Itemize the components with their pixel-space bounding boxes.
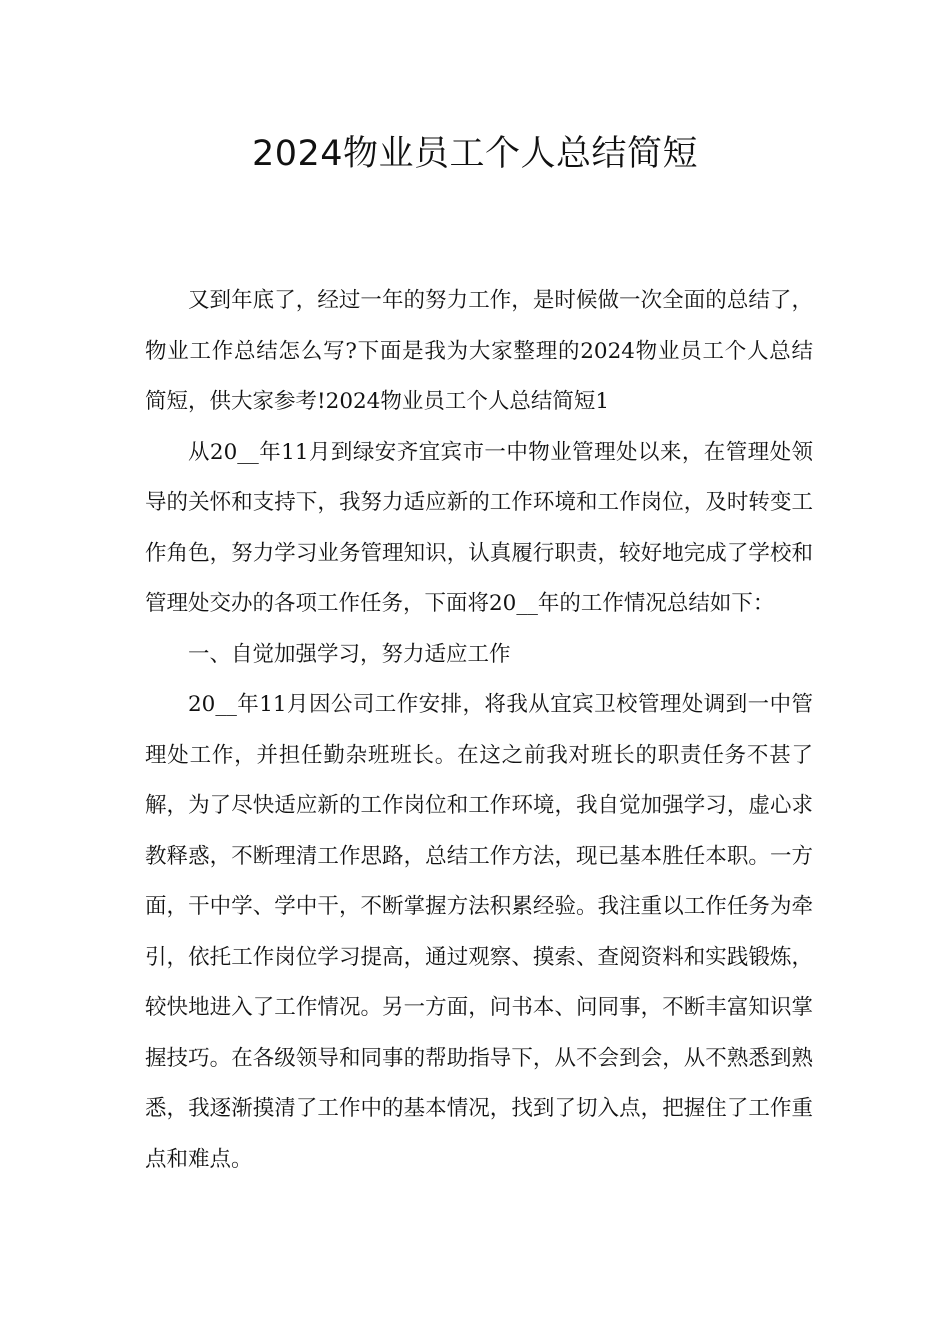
paragraph-section-1: 20__年11月因公司工作安排，将我从宜宾卫校管理处调到一中管理处工作，并担任勤杂班班长。在这之前我对班长的职责任务不甚了解，为了尽快适应新的工作岗位和工作环境，我自觉加强学习，虚心求教释惑，不断理清工作思路，总结工作方法，现已基本胜任本职。一方面，干中学、学中干，不断掌握方法积累经验。我注重以工作任务为牵引，依托工作岗位学习提高，通过观察、摸索、查阅资料和实践锻炼，较快地进入了工作情况。另一方面，问书本、问同事，不断丰富知识掌握技巧。在各级领导和同事的帮助指导下，从不会到会，从不熟悉到熟悉，我逐渐摸清了工作中的基本情况，找到了切入点，把握住了工作重点和难点。 (145, 692, 813, 1172)
section-heading-1: 一、自觉加强学习，努力适应工作 (188, 641, 511, 667)
document-title: 2024物业员工个人总结简短 (251, 134, 699, 174)
paragraph-overview: 从20__年11月到绿安齐宜宾市一中物业管理处以来，在管理处领导的关怀和支持下，我努力适应新的工作环境和工作岗位，及时转变工作角色，努力学习业务管理知识，认真履行职责，较好地完成了学校和管理处交办的各项工作任务，下面将20__年的工作情况总结如下： (145, 439, 813, 616)
paragraph-intro: 又到年底了，经过一年的努力工作，是时候做一次全面的总结了，物业工作总结怎么写?下面是我为大家整理的2024物业员工个人总结简短，供大家参考!2024物业员工个人总结简短1 (145, 288, 813, 414)
document-body (145, 276, 813, 1185)
